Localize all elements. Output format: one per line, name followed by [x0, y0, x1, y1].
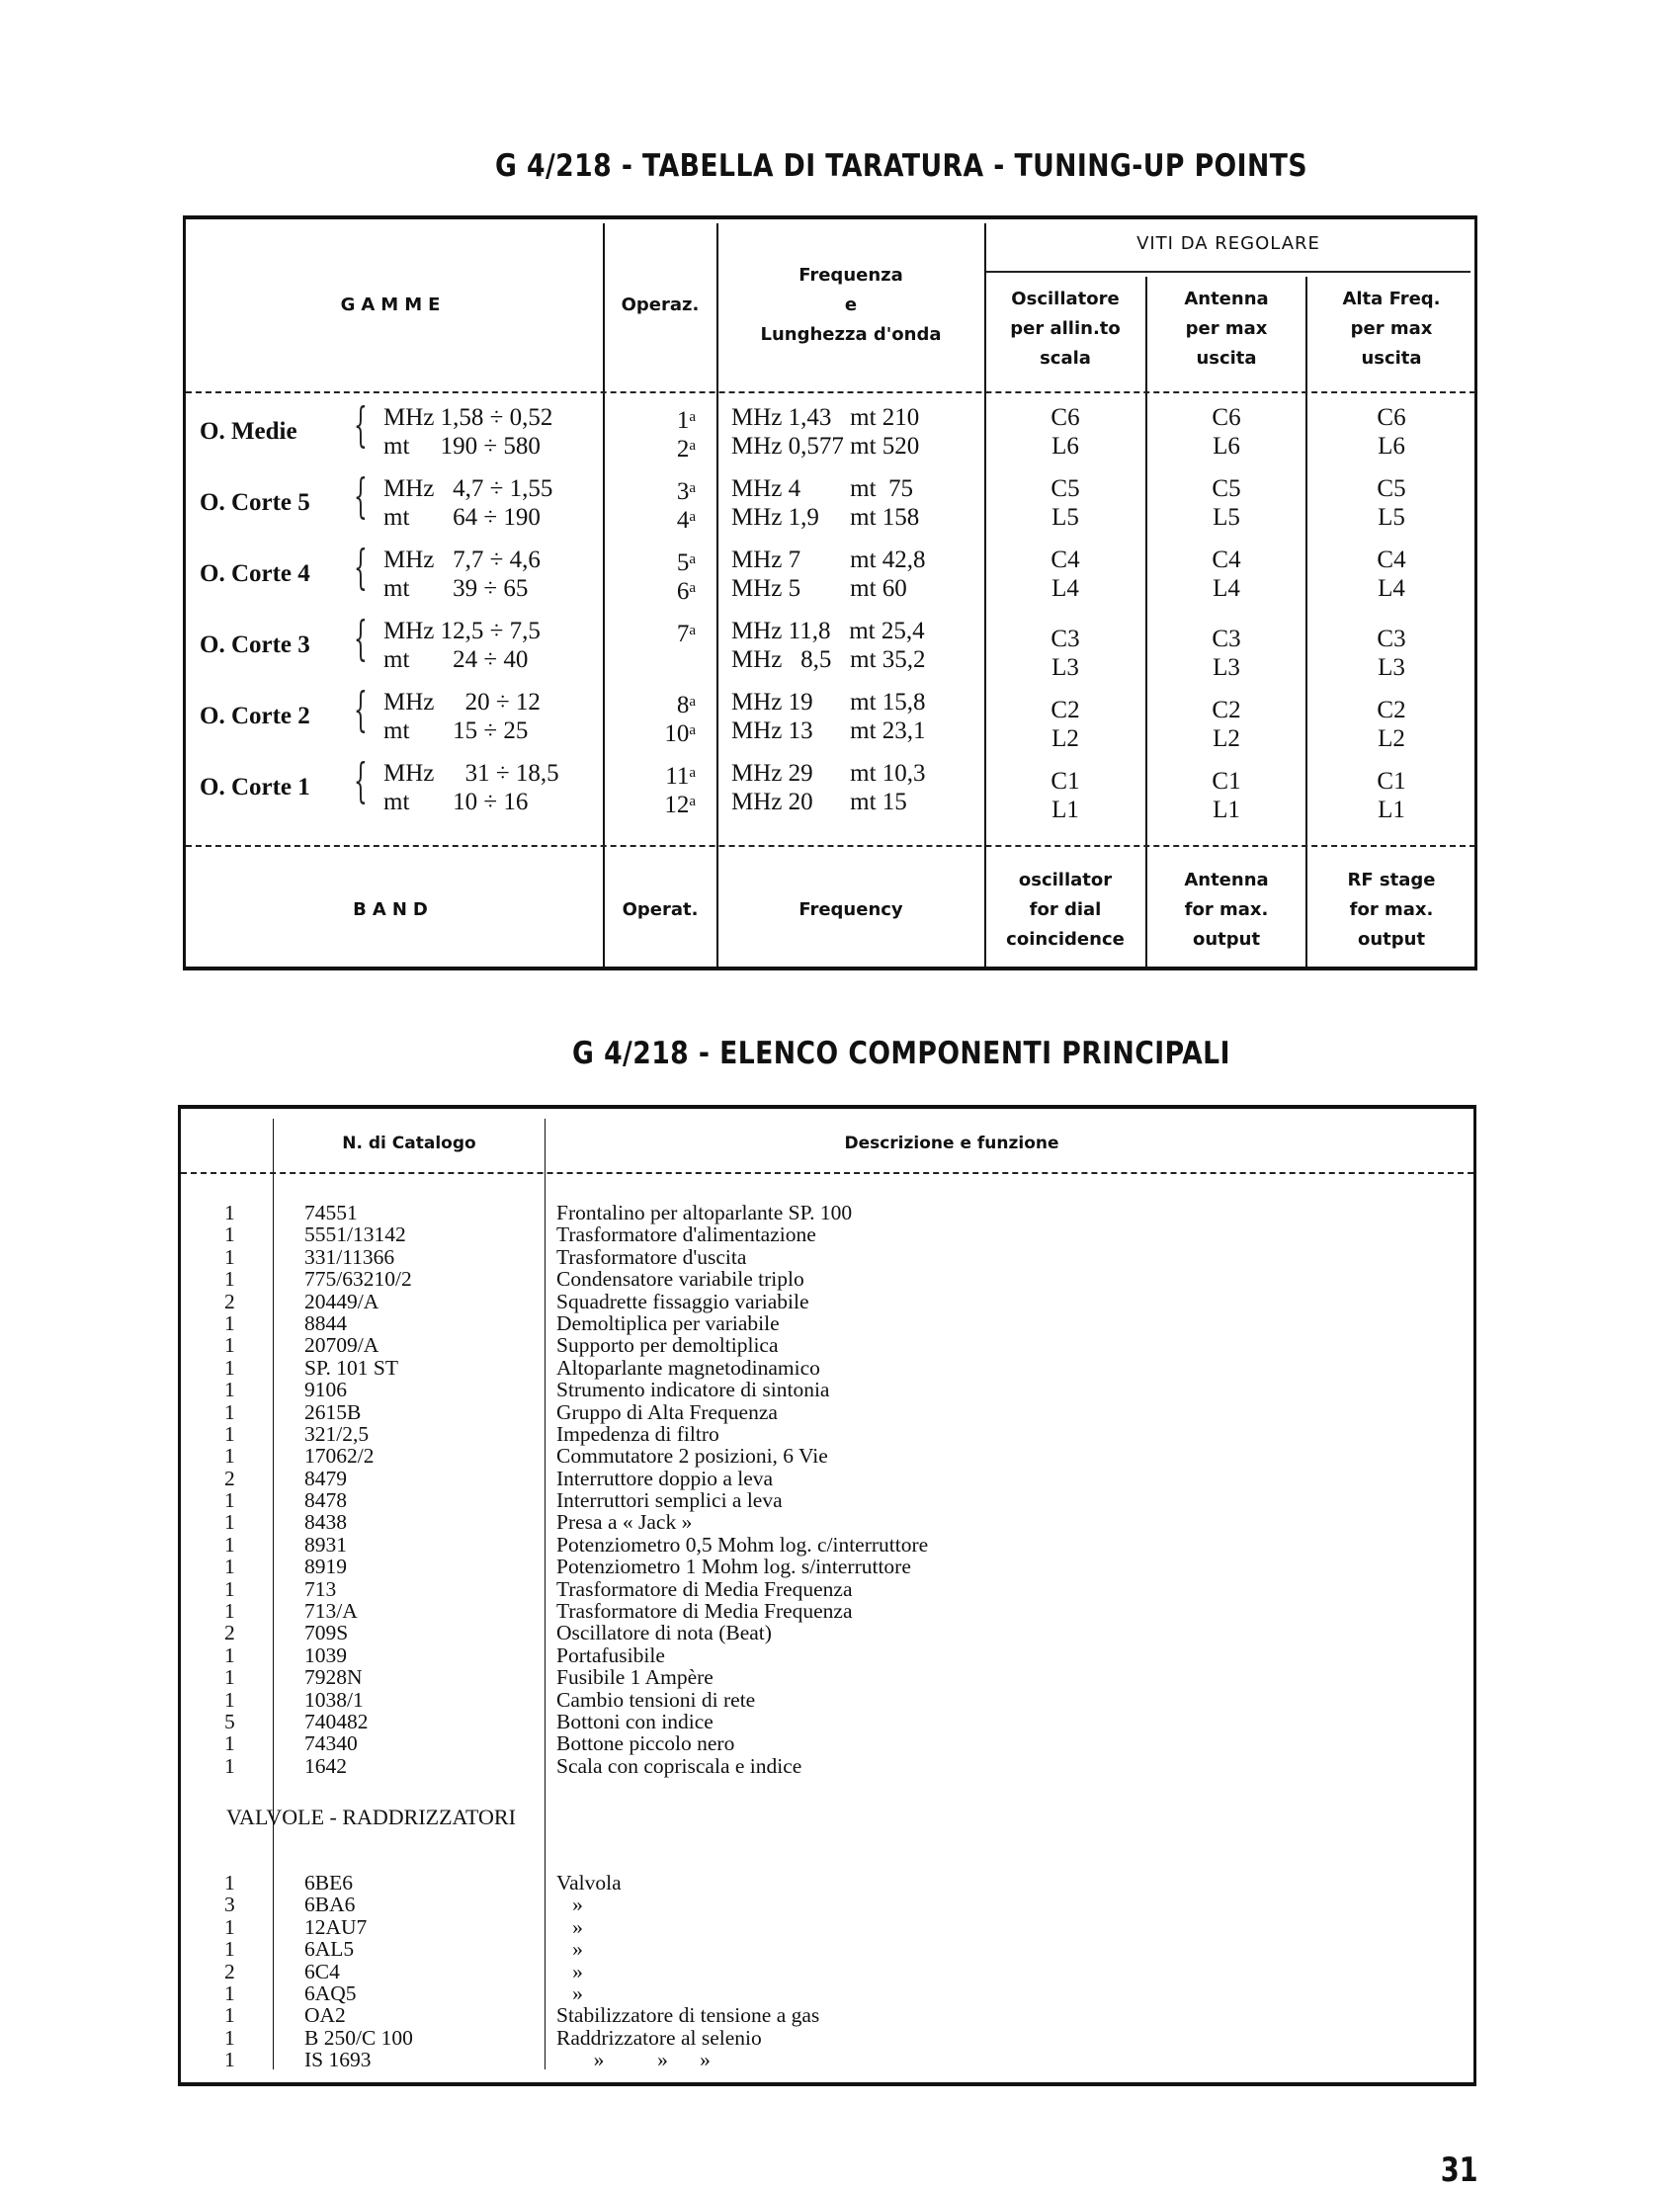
valve-description: Raddrizzatore al selenio	[556, 2025, 762, 2050]
component-qty: 1	[224, 1665, 235, 1690]
component-description: Potenziometro 1 Mohm log. s/interruttore	[556, 1555, 911, 1579]
component-qty: 1	[224, 1510, 235, 1535]
header-osc-3: scala	[1040, 348, 1091, 369]
divider	[986, 271, 1470, 273]
header-gamme: GAMME	[340, 295, 447, 315]
valve-qty: 1	[224, 1914, 235, 1939]
component-description: Portafusibile	[556, 1642, 665, 1667]
description-column	[556, 1202, 928, 1777]
frequency-1: MHz 19 mt 15,8	[731, 689, 926, 716]
header-osc-1: Oscillatore	[1011, 289, 1120, 309]
valve-qty: 1	[224, 2048, 235, 2072]
component-code: 709S	[304, 1621, 349, 1645]
osc-capacitor: C4	[1050, 547, 1080, 573]
divider	[545, 1119, 546, 2069]
valve-qty-column	[224, 1872, 235, 2071]
operation-number: 1$^a$	[676, 407, 696, 434]
tuning-table	[183, 215, 1477, 970]
component-qty: 1	[224, 1333, 235, 1358]
header-freq-2: e	[844, 295, 858, 315]
component-code: SP. 101 ST	[304, 1355, 398, 1380]
operation-number: 10$^a$	[664, 720, 696, 747]
component-qty: 1	[224, 1222, 235, 1247]
component-description: Supporto per demoltiplica	[556, 1333, 779, 1358]
header-band: BAND	[353, 899, 434, 920]
band-name: O. Medie	[200, 418, 297, 445]
operation-number: 2$^a$	[676, 436, 696, 463]
divider	[1145, 277, 1147, 967]
valve-code: B 250/C 100	[304, 2025, 413, 2050]
component-code: 1642	[304, 1753, 347, 1778]
page-number: 31	[1440, 2150, 1478, 2190]
component-description: Frontalino per altoparlante SP. 100	[556, 1201, 853, 1224]
range-mhz: MHz 7,7 ÷ 4,6	[383, 547, 541, 573]
frequency-2: MHz 20 mt 15	[731, 789, 907, 815]
component-code: 775/63210/2	[304, 1267, 412, 1292]
range-mhz: MHz 4,7 ÷ 1,55	[383, 475, 553, 502]
rf-coil: L3	[1378, 654, 1405, 681]
component-code: 8478	[304, 1488, 347, 1513]
component-qty: 1	[224, 1599, 235, 1624]
ant-capacitor: C1	[1212, 768, 1241, 795]
frequency-2: MHz 0,577 mt 520	[731, 433, 920, 460]
component-description: Trasformatore d'uscita	[556, 1244, 747, 1269]
osc-coil: L6	[1051, 433, 1079, 460]
header-en-ant-1: Antenna	[1184, 870, 1269, 890]
component-code: 20709/A	[304, 1333, 379, 1358]
component-code: 713/A	[304, 1599, 358, 1624]
component-description: Impedenza di filtro	[556, 1421, 719, 1446]
operation-number: 6$^a$	[676, 578, 696, 605]
valve-code-column	[304, 1872, 413, 2071]
operation-number: 12$^a$	[664, 792, 696, 818]
ant-capacitor: C5	[1212, 475, 1241, 502]
brace-icon: {	[354, 682, 368, 737]
valve-description: »	[556, 1914, 583, 1939]
component-qty: 1	[224, 1201, 235, 1224]
valve-code: IS 1693	[304, 2048, 372, 2072]
ant-coil: L6	[1213, 433, 1240, 460]
operation-number: 7$^a$	[676, 621, 696, 647]
component-qty: 1	[224, 1267, 235, 1292]
brace-icon: {	[354, 468, 368, 524]
component-code: 8844	[304, 1310, 347, 1335]
component-description: Cambio tensioni di rete	[556, 1687, 756, 1712]
component-qty: 1	[224, 1687, 235, 1712]
component-qty: 1	[224, 1642, 235, 1667]
component-description: Bottone piccolo nero	[556, 1731, 735, 1756]
component-code: 321/2,5	[304, 1421, 370, 1446]
header-osc-2: per allin.to	[1010, 318, 1121, 339]
component-description: Trasformatore d'alimentazione	[556, 1222, 816, 1247]
frequency-2: MHz 1,9 mt 158	[731, 504, 920, 531]
header-catalog: N. di Catalogo	[342, 1134, 476, 1153]
component-code: 713	[304, 1576, 337, 1601]
frequency-1: MHz 1,43 mt 210	[731, 404, 920, 431]
operation-number: 3$^a$	[676, 478, 696, 505]
divider	[1305, 277, 1307, 967]
brace-icon: {	[354, 540, 368, 595]
component-qty: 1	[224, 1355, 235, 1380]
frequency-2: MHz 5 mt 60	[731, 575, 907, 602]
ant-coil: L5	[1213, 504, 1240, 531]
header-rf-2: per max	[1350, 318, 1433, 339]
component-description: Interruttori semplici a leva	[556, 1488, 783, 1513]
ant-coil: L4	[1213, 575, 1240, 602]
header-ant-2: per max	[1185, 318, 1268, 339]
component-qty: 2	[224, 1289, 235, 1313]
component-description: Demoltiplica per variabile	[556, 1310, 780, 1335]
header-en-ant-3: output	[1192, 929, 1261, 950]
component-code: 1039	[304, 1642, 347, 1667]
component-description: Trasformatore di Media Frequenza	[556, 1576, 853, 1601]
header-en-rf-3: output	[1357, 929, 1426, 950]
osc-capacitor: C3	[1050, 626, 1080, 652]
divider	[181, 1172, 1473, 1174]
valve-qty: 2	[224, 1959, 235, 1983]
catalog-column	[304, 1202, 412, 1777]
range-mhz: MHz 20 ÷ 12	[383, 689, 541, 716]
osc-coil: L4	[1051, 575, 1079, 602]
ant-capacitor: C4	[1212, 547, 1241, 573]
header-rf-1: Alta Freq.	[1342, 289, 1441, 309]
brace-icon: {	[354, 397, 368, 453]
component-description: Potenziometro 0,5 Mohm log. c/interruttore	[556, 1532, 929, 1557]
component-qty: 1	[224, 1555, 235, 1579]
ant-coil: L2	[1213, 725, 1240, 752]
header-ant-1: Antenna	[1184, 289, 1269, 309]
component-code: 8931	[304, 1532, 347, 1557]
frequency-1: MHz 11,8 mt 25,4	[731, 618, 925, 644]
valves-heading: VALVOLE - RADDRIZZATORI	[226, 1805, 516, 1829]
components-table	[178, 1105, 1476, 2086]
rf-capacitor: C6	[1377, 404, 1406, 431]
component-description: Squadrette fissaggio variabile	[556, 1289, 809, 1313]
operation-number: 11$^a$	[665, 763, 696, 790]
band-name: O. Corte 1	[200, 774, 310, 800]
component-qty: 5	[224, 1709, 235, 1733]
range-mt: mt 190 ÷ 580	[383, 433, 541, 460]
range-mhz: MHz 31 ÷ 18,5	[383, 760, 559, 787]
frequency-2: MHz 13 mt 23,1	[731, 717, 926, 744]
header-en-osc-1: oscillator	[1018, 870, 1113, 890]
rf-coil: L6	[1378, 433, 1405, 460]
ant-capacitor: C6	[1212, 404, 1241, 431]
header-en-osc-3: coincidence	[1006, 929, 1125, 950]
components-title: G 4/218 - ELENCO COMPONENTI PRINCIPALI	[572, 1036, 1230, 1071]
component-qty: 1	[224, 1488, 235, 1513]
valve-description: »	[556, 1893, 583, 1917]
valve-code: 6AL5	[304, 1937, 355, 1962]
band-name: O. Corte 4	[200, 560, 310, 587]
range-mt: mt 64 ÷ 190	[383, 504, 541, 531]
range-mt: mt 24 ÷ 40	[383, 646, 529, 673]
component-qty: 1	[224, 1576, 235, 1601]
rf-coil: L2	[1378, 725, 1405, 752]
osc-coil: L3	[1051, 654, 1079, 681]
rf-capacitor: C1	[1377, 768, 1406, 795]
header-en-osc-2: for dial	[1029, 899, 1102, 920]
osc-capacitor: C2	[1050, 697, 1080, 723]
ant-coil: L1	[1213, 797, 1240, 823]
valve-description: »	[556, 1959, 583, 1983]
rf-capacitor: C4	[1377, 547, 1406, 573]
component-description: Strumento indicatore di sintonia	[556, 1378, 830, 1402]
valve-code: 6AQ5	[304, 1980, 357, 2005]
component-description: Gruppo di Alta Frequenza	[556, 1399, 778, 1424]
qty-column	[224, 1202, 235, 1777]
valve-code: 6BA6	[304, 1893, 356, 1917]
component-code: 20449/A	[304, 1289, 379, 1313]
frequency-2: MHz 8,5 mt 35,2	[731, 646, 926, 673]
header-en-ant-2: for max.	[1184, 899, 1269, 920]
header-frequency: Frequency	[798, 899, 903, 920]
range-mt: mt 10 ÷ 16	[383, 789, 529, 815]
brace-icon: {	[354, 753, 368, 808]
range-mt: mt 39 ÷ 65	[383, 575, 529, 602]
component-code: 74551	[304, 1201, 358, 1224]
component-description: Interruttore doppio a leva	[556, 1466, 774, 1490]
component-code: 74340	[304, 1731, 358, 1756]
osc-capacitor: C6	[1050, 404, 1080, 431]
component-description: Condensatore variabile triplo	[556, 1267, 804, 1292]
divider	[186, 845, 1475, 847]
component-code: 2615B	[304, 1399, 362, 1424]
component-code: 8479	[304, 1466, 347, 1490]
component-code: 8919	[304, 1555, 347, 1579]
component-qty: 2	[224, 1621, 235, 1645]
rf-coil: L4	[1378, 575, 1405, 602]
valve-description: Stabilizzatore di tensione a gas	[556, 2003, 820, 2028]
osc-coil: L5	[1051, 504, 1079, 531]
component-qty: 1	[224, 1444, 235, 1469]
component-qty: 1	[224, 1378, 235, 1402]
component-description: Altoparlante magnetodinamico	[556, 1355, 820, 1380]
component-code: 17062/2	[304, 1444, 375, 1469]
brace-icon: {	[354, 611, 368, 666]
component-qty: 1	[224, 1421, 235, 1446]
header-freq-3: Lunghezza d'onda	[760, 324, 942, 345]
band-name: O. Corte 2	[200, 703, 310, 729]
header-en-rf-2: for max.	[1349, 899, 1434, 920]
range-mt: mt 15 ÷ 25	[383, 717, 529, 744]
component-qty: 1	[224, 1310, 235, 1335]
component-code: 1038/1	[304, 1687, 364, 1712]
component-description: Trasformatore di Media Frequenza	[556, 1599, 853, 1624]
rf-coil: L5	[1378, 504, 1405, 531]
component-description: Fusibile 1 Ampère	[556, 1665, 714, 1690]
rf-capacitor: C5	[1377, 475, 1406, 502]
ant-capacitor: C2	[1212, 697, 1241, 723]
header-description: Descrizione e funzione	[844, 1134, 1059, 1153]
header-operat: Operat.	[622, 899, 699, 920]
header-ant-3: uscita	[1196, 348, 1257, 369]
range-mhz: MHz 1,58 ÷ 0,52	[383, 404, 553, 431]
operation-number: 4$^a$	[676, 507, 696, 534]
header-freq-1: Frequenza	[798, 265, 903, 286]
valve-code: 12AU7	[304, 1914, 368, 1939]
tuning-table-title: G 4/218 - TABELLA DI TARATURA - TUNING-UP POINTS	[495, 148, 1307, 184]
component-qty: 1	[224, 1399, 235, 1424]
component-qty: 1	[224, 1731, 235, 1756]
valve-description: »	[556, 1980, 583, 2005]
header-rf-3: uscita	[1361, 348, 1422, 369]
ant-capacitor: C3	[1212, 626, 1241, 652]
component-description: Presa a « Jack »	[556, 1510, 693, 1535]
header-operaz: Operaz.	[621, 295, 700, 315]
component-code: 740482	[304, 1709, 369, 1733]
component-description: Oscillatore di nota (Beat)	[556, 1621, 772, 1645]
rf-capacitor: C2	[1377, 697, 1406, 723]
component-description: Scala con copriscala e indice	[556, 1753, 802, 1778]
rf-capacitor: C3	[1377, 626, 1406, 652]
ant-coil: L3	[1213, 654, 1240, 681]
component-code: 8438	[304, 1510, 347, 1535]
component-qty: 1	[224, 1244, 235, 1269]
valve-qty: 1	[224, 2025, 235, 2050]
component-code: 331/11366	[304, 1244, 395, 1269]
header-viti: VITI DA REGOLARE	[1136, 233, 1320, 254]
valve-code: OA2	[304, 2003, 346, 2028]
frequency-1: MHz 4 mt 75	[731, 475, 914, 502]
component-description: Commutatore 2 posizioni, 6 Vie	[556, 1444, 828, 1469]
frequency-1: MHz 7 mt 42,8	[731, 547, 926, 573]
osc-coil: L1	[1051, 797, 1079, 823]
component-code: 5551/13142	[304, 1222, 406, 1247]
osc-capacitor: C5	[1050, 475, 1080, 502]
component-qty: 1	[224, 1753, 235, 1778]
valve-description: Valvola	[556, 1871, 622, 1895]
frequency-1: MHz 29 mt 10,3	[731, 760, 926, 787]
valve-code: 6C4	[304, 1959, 340, 1983]
valve-description-column	[556, 1872, 819, 2071]
operation-number: 5$^a$	[676, 549, 696, 576]
rf-coil: L1	[1378, 797, 1405, 823]
band-name: O. Corte 5	[200, 489, 310, 516]
component-qty: 2	[224, 1466, 235, 1490]
band-name: O. Corte 3	[200, 632, 310, 658]
valve-description: » » »	[556, 2048, 711, 2072]
valve-qty: 1	[224, 2003, 235, 2028]
divider	[273, 1119, 274, 2069]
valve-qty: 1	[224, 1980, 235, 2005]
valve-qty: 3	[224, 1893, 235, 1917]
operation-number: 8$^a$	[676, 692, 696, 718]
divider	[186, 391, 1475, 393]
component-code: 9106	[304, 1378, 347, 1402]
valve-qty: 1	[224, 1871, 235, 1895]
header-en-rf-1: RF stage	[1347, 870, 1436, 890]
component-qty: 1	[224, 1532, 235, 1557]
osc-coil: L2	[1051, 725, 1079, 752]
divider	[716, 223, 718, 967]
valve-description: »	[556, 1937, 583, 1962]
component-description: Bottoni con indice	[556, 1709, 714, 1733]
osc-capacitor: C1	[1050, 768, 1080, 795]
range-mhz: MHz 12,5 ÷ 7,5	[383, 618, 541, 644]
valve-code: 6BE6	[304, 1871, 353, 1895]
component-code: 7928N	[304, 1665, 363, 1690]
valve-qty: 1	[224, 1937, 235, 1962]
